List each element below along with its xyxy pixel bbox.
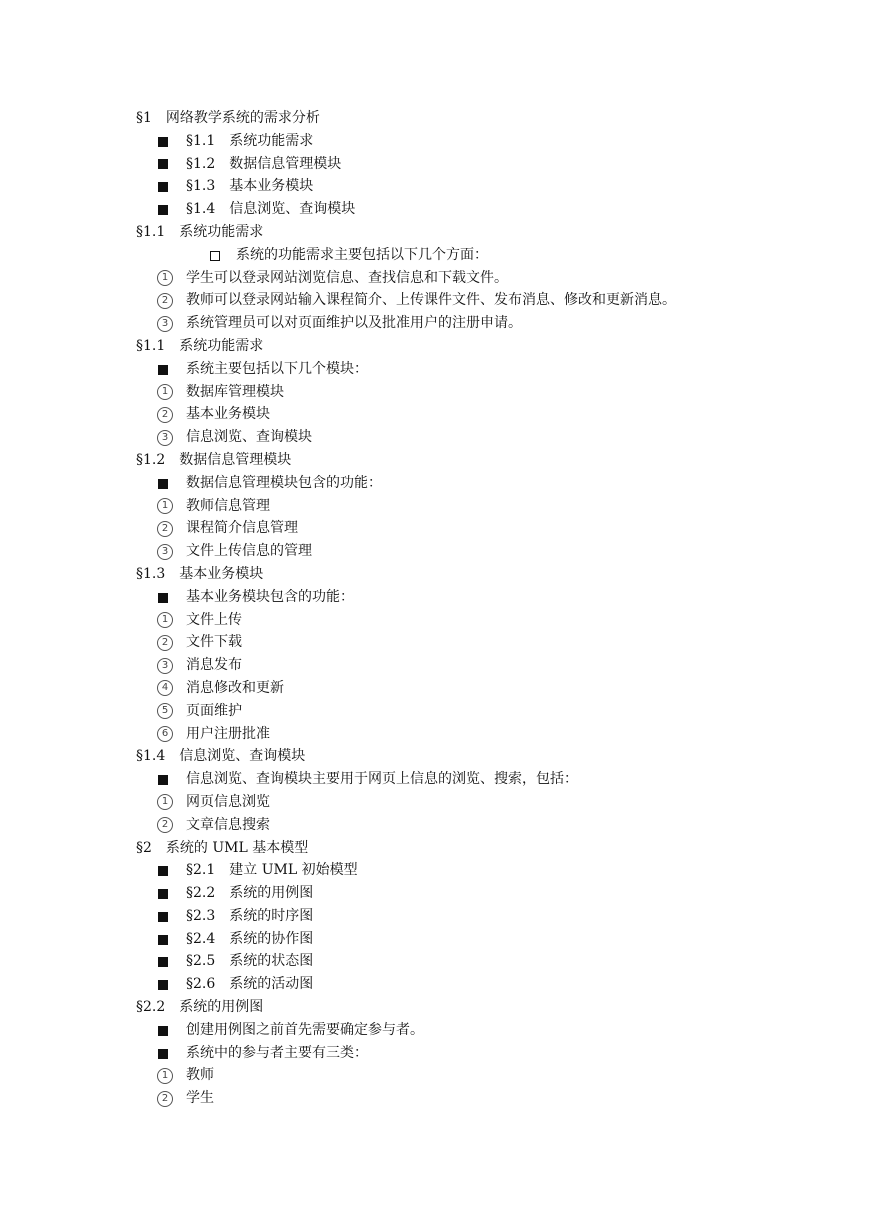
toc-item (0, 859, 869, 882)
section-number: §2.5 (186, 953, 216, 970)
square-bullet-icon (158, 137, 168, 147)
square-bullet-icon (158, 205, 168, 215)
line-text: 数据库管理模块 (186, 383, 284, 400)
circled-number: 1 (157, 794, 173, 810)
line-text: 教师 (186, 1067, 214, 1084)
section-heading (0, 335, 869, 358)
square-bullet-icon (158, 775, 168, 785)
line-text: 基本业务模块 (179, 565, 264, 582)
section-number: §2.1 (186, 862, 216, 879)
square-bullet-icon (158, 365, 168, 375)
section-heading (0, 745, 869, 768)
circled-number: 2 (157, 293, 173, 309)
section-number: §1 (136, 110, 152, 126)
toc-item (0, 130, 869, 153)
line-text: 系统的功能需求主要包括以下几个方面： (236, 246, 488, 263)
numbered-item (0, 312, 869, 335)
section-number: §1.1 (136, 223, 166, 240)
circled-number: 3 (157, 658, 173, 674)
line-text: 系统的用例图 (229, 885, 314, 902)
line-text: 系统功能需求 (179, 337, 264, 354)
line-text: 课程简介信息管理 (186, 520, 298, 537)
toc-item (0, 928, 869, 951)
line-text: 建立 UML 初始模型 (229, 862, 358, 879)
numbered-item (0, 631, 869, 654)
section-heading (0, 996, 869, 1019)
circled-number: 2 (157, 1091, 173, 1107)
numbered-item (0, 609, 869, 632)
section-number: §2.6 (186, 976, 216, 993)
section-number: §1.1 (136, 337, 166, 354)
line-text: 学生 (186, 1090, 214, 1107)
square-bullet-icon (158, 980, 168, 990)
line-text: 文件上传 (186, 611, 242, 628)
section-number: §2.4 (186, 930, 216, 947)
numbered-item (0, 723, 869, 746)
line-text: 系统的活动图 (229, 976, 314, 993)
square-bullet-icon (158, 593, 168, 603)
line-text: 系统的状态图 (229, 953, 314, 970)
section-heading (0, 107, 869, 130)
line-text: 网络教学系统的需求分析 (165, 110, 320, 126)
numbered-item (0, 540, 869, 563)
circled-number: 1 (157, 1068, 173, 1084)
toc-item (0, 198, 869, 221)
line-text: 系统的协作图 (229, 930, 314, 947)
line-text: 创建用例图之前首先需要确定参与者。 (186, 1021, 424, 1038)
numbered-item (0, 381, 869, 404)
bullet-item (0, 472, 869, 495)
numbered-item (0, 791, 869, 814)
line-text: 教师信息管理 (186, 497, 270, 514)
square-bullet-icon (158, 1026, 168, 1036)
bullet-item (0, 586, 869, 609)
line-text: 用户注册批准 (186, 725, 270, 742)
bullet-item (0, 1042, 869, 1065)
square-bullet-icon (158, 159, 168, 169)
circled-number: 4 (157, 680, 173, 696)
line-text: 数据信息管理模块 (179, 451, 292, 468)
section-heading (0, 563, 869, 586)
section-number: §1.2 (136, 451, 166, 468)
document-body (0, 107, 869, 1110)
section-number: §1.3 (136, 565, 166, 582)
line-text: 系统功能需求 (179, 223, 264, 240)
bullet-item (0, 1019, 869, 1042)
section-number: §2.3 (186, 907, 216, 924)
numbered-item (0, 700, 869, 723)
line-text: 信息浏览、查询模块主要用于网页上信息的浏览、搜索，包括： (186, 771, 578, 788)
circled-number: 1 (157, 384, 173, 400)
line-text: 基本业务模块 (229, 178, 314, 195)
line-text: 系统的 UML 基本模型 (165, 839, 309, 856)
square-bullet-icon (158, 479, 168, 489)
square-bullet-icon (158, 935, 168, 945)
line-text: 信息浏览、查询模块 (179, 748, 306, 765)
toc-item (0, 973, 869, 996)
square-bullet-icon (158, 957, 168, 967)
line-text: 网页信息浏览 (186, 793, 270, 810)
numbered-item (0, 1087, 869, 1110)
circled-number: 3 (157, 544, 173, 560)
circled-number: 1 (157, 498, 173, 514)
line-text: 系统的时序图 (229, 907, 314, 924)
line-text: 教师可以登录网站输入课程简介、上传课件文件、发布消息、修改和更新消息。 (186, 292, 676, 309)
circled-number: 2 (157, 635, 173, 651)
square-bullet-icon (158, 889, 168, 899)
bullet-item (0, 768, 869, 791)
circled-number: 3 (157, 316, 173, 332)
line-text: 系统管理员可以对页面维护以及批准用户的注册申请。 (186, 315, 522, 332)
line-text: 系统功能需求 (229, 132, 314, 149)
section-number: §1.4 (186, 201, 216, 218)
square-bullet-icon (158, 1049, 168, 1059)
line-text: 系统中的参与者主要有三类： (186, 1044, 368, 1061)
section-number: §2 (136, 839, 152, 856)
line-text: 消息发布 (186, 657, 242, 674)
section-number: §2.2 (186, 885, 216, 902)
open-bullet-item (0, 244, 869, 267)
open-square-bullet-icon (210, 251, 220, 261)
numbered-item (0, 267, 869, 290)
bullet-item (0, 358, 869, 381)
square-bullet-icon (158, 182, 168, 192)
section-heading (0, 449, 869, 472)
numbered-item (0, 495, 869, 518)
circled-number: 2 (157, 407, 173, 423)
numbered-item (0, 426, 869, 449)
square-bullet-icon (158, 912, 168, 922)
square-bullet-icon (158, 866, 168, 876)
circled-number: 6 (157, 726, 173, 742)
section-heading (0, 837, 869, 860)
line-text: 页面维护 (186, 702, 242, 719)
circled-number: 1 (157, 612, 173, 628)
circled-number: 5 (157, 703, 173, 719)
line-text: 文章信息搜索 (186, 816, 270, 833)
line-text: 学生可以登录网站浏览信息、查找信息和下载文件。 (186, 269, 508, 286)
circled-number: 1 (157, 270, 173, 286)
toc-item (0, 950, 869, 973)
toc-item (0, 175, 869, 198)
line-text: 消息修改和更新 (186, 679, 284, 696)
circled-number: 2 (157, 817, 173, 833)
numbered-item (0, 677, 869, 700)
line-text: 文件下载 (186, 634, 242, 651)
line-text: 文件上传信息的管理 (186, 543, 312, 560)
numbered-item (0, 289, 869, 312)
circled-number: 3 (157, 430, 173, 446)
section-number: §1.1 (186, 132, 216, 149)
line-text: 基本业务模块 (186, 406, 270, 423)
line-text: 基本业务模块包含的功能： (186, 588, 354, 605)
line-text: 信息浏览、查询模块 (229, 201, 356, 218)
section-number: §2.2 (136, 999, 166, 1016)
line-text: 数据信息管理模块 (229, 155, 342, 172)
line-text: 数据信息管理模块包含的功能： (186, 474, 382, 491)
line-text: 系统的用例图 (179, 999, 264, 1016)
numbered-item (0, 814, 869, 837)
section-number: §1.3 (186, 178, 216, 195)
toc-item (0, 153, 869, 176)
toc-item (0, 905, 869, 928)
circled-number: 2 (157, 521, 173, 537)
toc-item (0, 882, 869, 905)
numbered-item (0, 517, 869, 540)
line-text: 系统主要包括以下几个模块： (186, 360, 368, 377)
numbered-item (0, 1064, 869, 1087)
line-text: 信息浏览、查询模块 (186, 429, 312, 446)
section-heading (0, 221, 869, 244)
numbered-item (0, 654, 869, 677)
section-number: §1.2 (186, 155, 216, 172)
numbered-item (0, 403, 869, 426)
section-number: §1.4 (136, 748, 166, 765)
